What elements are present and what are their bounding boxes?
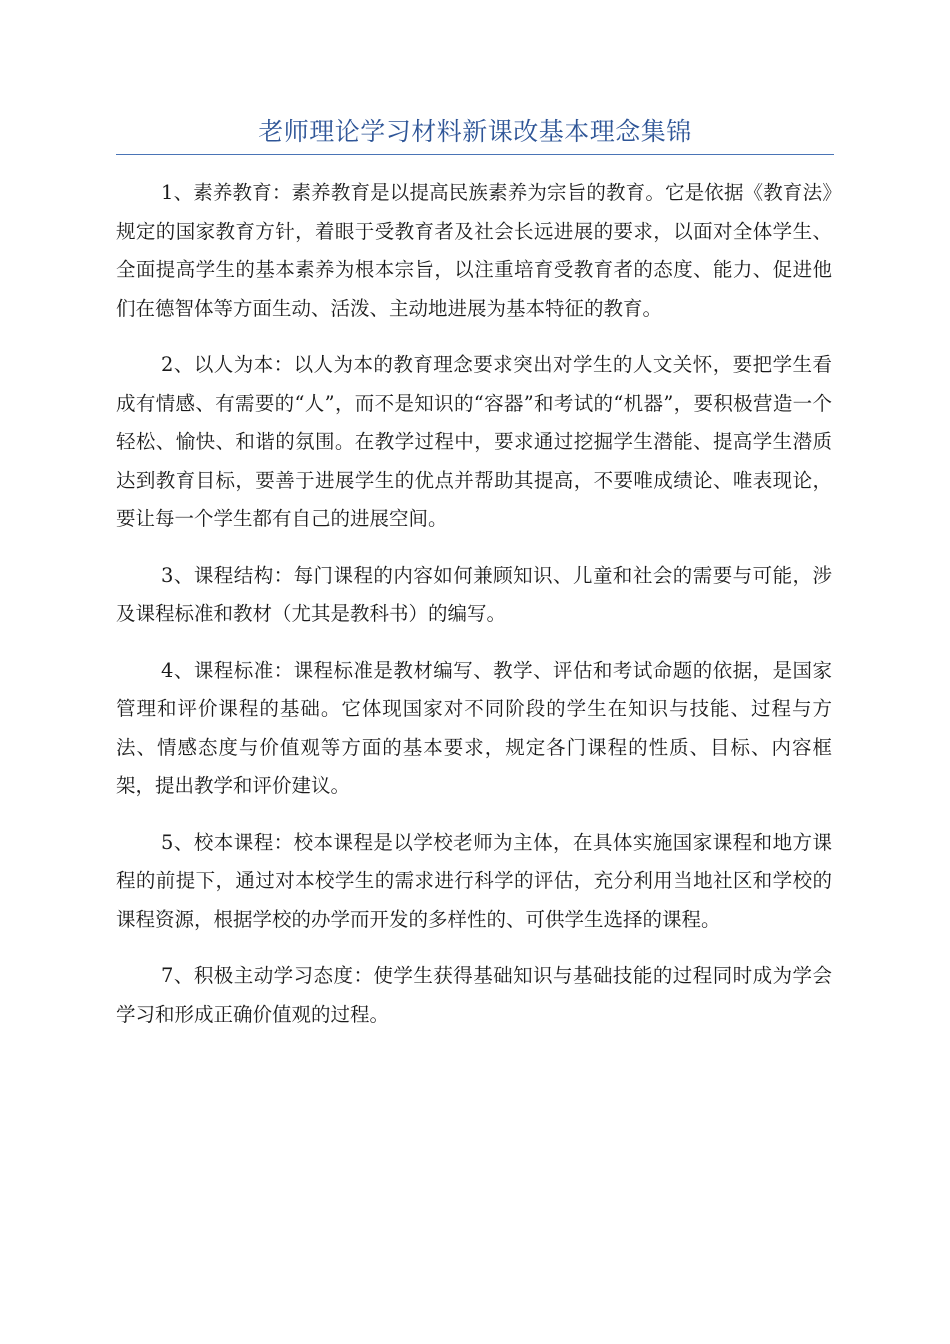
paragraph-school-based-curriculum: 5、校本课程：校本课程是以学校老师为主体，在具体实施国家课程和地方课程的前提下，通过对本校学生的需求进行科学的评估，充分利用当地社区和学校的课程资源，根据学校的办学而开发的多样性的、可供学生选择的课程。: [116, 830, 832, 931]
paragraph-curriculum-structure: 3、课程结构：每门课程的内容如何兼顾知识、儿童和社会的需要与可能，涉及课程标准和教材（尤其是教科书）的编写。: [116, 563, 832, 625]
paragraph-quality-education: 1、素养教育：素养教育是以提高民族素养为宗旨的教育。它是依据《教育法》规定的国家教育方针，着眼于受教育者及社会长远进展的要求，以面对全体学生、全面提高学生的基本素养为根本宗旨，以注重培育受教育者的态度、能力、促进他们在德智体等方面生动、活泼、主动地进展为基本特征的教育。: [116, 181, 832, 320]
paragraph-active-learning-attitude: 7、积极主动学习态度：使学生获得基础知识与基础技能的过程同时成为学会学习和形成正确价值观的过程。: [116, 964, 832, 1026]
paragraph-people-oriented: 2、以人为本：以人为本的教育理念要求突出对学生的人文关怀，要把学生看成有情感、有需要的“人”，而不是知识的“容器”和考试的“机器”，要积极营造一个轻松、愉快、和谐的氛围。在教学过程中，要求通过挖掘学生潜能、提高学生潜质达到教育目标，要善于进展学生的优点并帮助其提高，不要唯成绩论、唯表现论，要让每一个学生都有自己的进展空间。: [116, 353, 832, 530]
paragraph-curriculum-standard: 4、课程标准：课程标准是教材编写、教学、评估和考试命题的依据，是国家管理和评价课程的基础。它体现国家对不同阶段的学生在知识与技能、过程与方法、情感态度与价值观等方面的基本要求，规定各门课程的性质、目标、内容框架，提出教学和评价建议。: [116, 658, 832, 797]
title-underline: [116, 154, 834, 155]
document-body: [116, 174, 832, 1052]
document-title: 老师理论学习材料新课改基本理念集锦: [258, 117, 692, 146]
